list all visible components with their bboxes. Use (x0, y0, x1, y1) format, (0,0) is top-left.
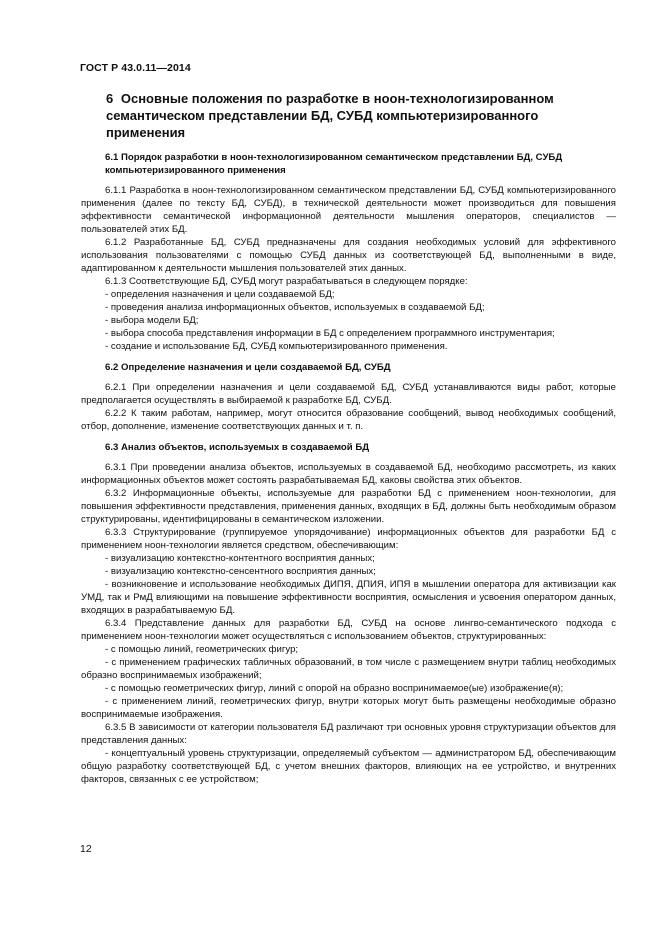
list-item: - определения назначения и цели создаваемой БД; (105, 289, 335, 300)
chapter-number: 6 (106, 91, 114, 106)
paragraph: 6.1.3 Соответствующие БД, СУБД могут разрабатываться в следующем порядке: (105, 276, 468, 287)
paragraph: 6.1.2 Разработанные БД, СУБД предназначены для создания необходимых условий для эффективного использования пользователями с помощью СУБД данных из соответствующей БД, выполненными в виде, адаптированном к деятельности мышления пользователей этих данных. (81, 237, 616, 274)
list-item: - выбора способа представления информации в БД с определением программного инструментария; (105, 328, 555, 339)
list-item: - концептуальный уровень структуризации, определяемый субъектом — администратором БД, обеспечивающим общую разработку соответствующей БД, с учетом внешних факторов, влияющих на ее устройство, и внутренних факторов, связанных с ее устройством; (81, 748, 616, 785)
page-number: 12 (80, 843, 92, 855)
section-heading: 6.2 Определение назначения и цели создаваемой БД, СУБД (105, 362, 391, 373)
paragraph: 6.3.5 В зависимости от категории пользователя БД различают три основных уровня структуризации объектов для представления данных: (81, 722, 616, 746)
list-item: - выбора модели БД; (105, 315, 199, 326)
paragraph: 6.2.1 При определении назначения и цели создаваемой БД, СУБД устанавливаются виды работ, которые предполагается осуществлять в выбираемой к разработке БД, СУБД. (81, 382, 616, 406)
chapter-heading (106, 90, 616, 141)
page-content (81, 90, 616, 786)
section-6-3 (81, 441, 616, 786)
section-6-2 (81, 361, 616, 433)
paragraph: 6.3.3 Структурирование (группируемое упорядочивание) информационных объектов для разработки БД с применением ноон-технологии является средством, обеспечивающим: (81, 527, 616, 551)
list-item: - проведения анализа информационных объектов, используемых в создаваемой БД; (105, 302, 485, 313)
paragraph: 6.3.1 При проведении анализа объектов, используемых в создаваемой БД, необходимо рассмотреть, из каких информационных объектов может состоять разрабатываемая БД, каковы свойства этих объектов. (81, 462, 616, 486)
list-item: - визуализацию контекстно-сенсентного восприятия данных; (105, 566, 376, 577)
paragraph: 6.3.4 Представление данных для разработки БД, СУБД на основе лингво-семантического подхода с применением ноон-технологии может осуществляться с использованием объектов, структурированных: (81, 618, 616, 642)
paragraph: 6.3.2 Информационные объекты, используемые для разработки БД с применением ноон-технологии, для повышения эффективности представления, применения данных, входящих в БД, должны быть необходимым образом структурированы, идентифицированы в семантическом изложении. (81, 488, 616, 525)
chapter-title: Основные положения по разработке в ноон-технологизированном семантическом представлении БД, СУБД компьютеризированного применения (106, 91, 554, 140)
section-heading: 6.1 Порядок разработки в ноон-технологизированном семантическом представлении БД, СУБД компьютеризированного применения (105, 152, 563, 176)
paragraph: 6.1.1 Разработка в ноон-технологизированном семантическом представлении БД, СУБД компьютеризированного применения (далее по тексту БД, СУБД), в технической деятельности может производиться для повышения эффективности семантической информационной деятельности мышления операторов, специалистов — пользователей этих БД. (81, 185, 616, 235)
section-heading: 6.3 Анализ объектов, используемых в создаваемой БД (105, 442, 370, 453)
list-item: - с помощью геометрических фигур, линий с опорой на образно воспринимаемое(ые) изображение(я); (105, 683, 564, 694)
list-item: - создание и использование БД, СУБД компьютеризированного применения. (105, 341, 448, 352)
paragraph: 6.2.2 К таким работам, например, могут относится образование сообщений, вывод необходимых сообщений, отбор, дополнение, изменение соответствующих данных и т. п. (81, 408, 616, 432)
list-item: - с помощью линий, геометрических фигур; (105, 644, 299, 655)
list-item: - визуализацию контекстно-контентного восприятия данных; (105, 553, 375, 564)
list-item: - с применением линий, геометрических фигур, внутри которых могут быть размещены необходимые образно воспринимаемые изображения. (81, 696, 616, 720)
section-6-1 (81, 151, 616, 353)
list-item: - возникновение и использование необходимых ДИПЯ, ДПИЯ, ИПЯ в мышлении оператора для активизации как УМД, так и РмД влияющими на повышение эффективности восприятия, осмысления и усвоения оператором данных, входящих в разрабатываемую БД. (81, 579, 616, 616)
list-item: - с применением графических табличных образований, в том числе с размещением внутри таблиц необходимых образно воспринимаемых изображений; (81, 657, 616, 681)
document-code-header: ГОСТ Р 43.0.11—2014 (80, 62, 191, 74)
